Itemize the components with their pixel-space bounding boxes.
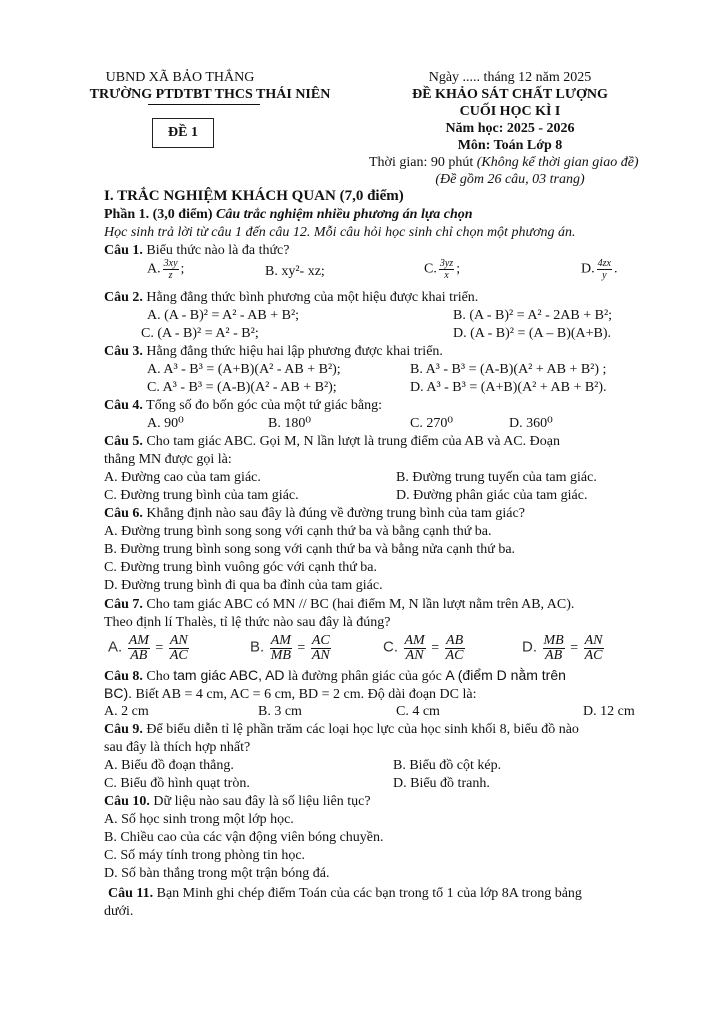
q1-option-d bbox=[581, 258, 617, 281]
q3-option-d: D. A³ - B³ = (A+B)(A² + AB + B²). bbox=[410, 380, 607, 395]
question-text: Biểu thức nào là đa thức? bbox=[146, 243, 290, 258]
q2-option-a: A. (A - B)² = A² - AB + B²; bbox=[147, 308, 300, 323]
option-label: A. bbox=[147, 261, 161, 277]
department-name: UBND XÃ BẢO THẮNG bbox=[105, 70, 255, 85]
question-text: Dữ liệu nào sau đây là số liệu liên tục? bbox=[153, 794, 371, 809]
question-text: Hằng đẳng thức hiệu hai lập phương được khai triển. bbox=[146, 344, 443, 359]
question-9 bbox=[104, 721, 579, 738]
question-label: Câu 9. bbox=[104, 722, 143, 737]
q10-option-a: A. Số học sinh trong một lớp học. bbox=[104, 812, 294, 827]
fraction bbox=[445, 634, 465, 663]
question-text: Khẳng định nào sau đây là đúng về đường trung bình của tam giác? bbox=[146, 506, 525, 521]
q7-option-b bbox=[250, 634, 333, 663]
school-name: TRƯỜNG PTDTBT THCS THÁI NIÊN bbox=[89, 87, 331, 102]
question-text: là đường phân giác của góc bbox=[288, 669, 442, 684]
q9-option-a: A. Biểu đồ đoạn thẳng. bbox=[104, 758, 234, 773]
denominator: y bbox=[602, 270, 607, 281]
option-label: D. bbox=[581, 261, 595, 277]
q4-option-c: C. 270⁰ bbox=[410, 416, 453, 431]
denominator: x bbox=[444, 270, 449, 281]
part1-label: Phần 1. (3,0 điểm) bbox=[104, 207, 213, 222]
exam-code-box bbox=[152, 118, 214, 148]
fraction bbox=[311, 634, 331, 663]
question-label: Câu 1. bbox=[104, 243, 143, 258]
question-5 bbox=[104, 433, 560, 450]
subject: Môn: Toán Lớp 8 bbox=[457, 138, 563, 153]
q5-option-a: A. Đường cao của tam giác. bbox=[104, 470, 261, 485]
q5-option-b: B. Đường trung tuyến của tam giác. bbox=[396, 470, 597, 485]
numerator: MB bbox=[543, 633, 564, 648]
q4-option-b: B. 180⁰ bbox=[268, 416, 311, 431]
header-underline bbox=[148, 104, 260, 105]
denominator: AN bbox=[405, 648, 424, 663]
question-4 bbox=[104, 397, 382, 414]
denominator: AC bbox=[445, 648, 464, 663]
q10-option-d: D. Số bàn thắng trong một trận bóng đá. bbox=[104, 866, 330, 881]
q5-option-c: C. Đường trung bình của tam giác. bbox=[104, 488, 299, 503]
time-label: Thời gian: 90 phút bbox=[369, 155, 474, 170]
question-1 bbox=[104, 242, 289, 259]
question-text: BC). bbox=[104, 685, 132, 701]
exam-subtitle: CUỐI HỌC KÌ I bbox=[459, 104, 561, 119]
question-11 bbox=[108, 885, 582, 902]
fraction bbox=[128, 634, 150, 663]
q7-text-cont: Theo định lí Thalès, tỉ lệ thức nào sau đây là đúng? bbox=[104, 615, 391, 630]
q2-option-c: C. (A - B)² = A² - B²; bbox=[141, 326, 259, 341]
q3-option-c: C. A³ - B³ = (A-B)(A² - AB + B²); bbox=[147, 380, 337, 395]
fraction bbox=[163, 258, 179, 281]
option-label: D. bbox=[522, 638, 537, 656]
q11-text-cont: dưới. bbox=[104, 904, 134, 919]
question-label: Câu 4. bbox=[104, 398, 143, 413]
question-text: Cho bbox=[146, 669, 170, 684]
q2-option-b: B. (A - B)² = A² - 2AB + B²; bbox=[453, 308, 613, 323]
question-8 bbox=[104, 667, 566, 685]
q7-option-a bbox=[108, 634, 191, 663]
question-text: A (điểm D nằm trên bbox=[445, 667, 566, 683]
denominator: MB bbox=[270, 648, 291, 663]
school-year: Năm học: 2025 - 2026 bbox=[445, 121, 575, 136]
question-10 bbox=[104, 793, 371, 810]
denominator: AC bbox=[169, 648, 188, 663]
q1-option-c bbox=[424, 258, 460, 281]
q2-option-d: D. (A - B)² = (A – B)(A+B). bbox=[453, 326, 612, 341]
q8-option-c: C. 4 cm bbox=[396, 704, 440, 719]
question-text: Để biểu diễn tỉ lệ phần trăm các loại học lực của học sinh khối 8, biểu đồ nào bbox=[146, 722, 579, 737]
question-text: Biết AB = 4 cm, AC = 6 cm, BD = 2 cm. Độ dài đoạn DC là: bbox=[135, 687, 477, 702]
fraction bbox=[584, 634, 604, 663]
denominator: AB bbox=[545, 648, 563, 663]
denominator: AN bbox=[311, 648, 330, 663]
q3-option-a: A. A³ - B³ = (A+B)(A² - AB + B²); bbox=[147, 362, 341, 377]
question-text: Hằng đẳng thức bình phương của một hiệu được khai triển. bbox=[146, 290, 479, 305]
q10-option-b: B. Chiều cao của các vận động viên bóng chuyền. bbox=[104, 830, 384, 845]
q4-option-d: D. 360⁰ bbox=[509, 416, 553, 431]
q9-text-cont: sau đây là thích hợp nhất? bbox=[104, 740, 251, 755]
question-label: Câu 10. bbox=[104, 794, 150, 809]
q4-option-a: A. 90⁰ bbox=[147, 416, 184, 431]
question-6 bbox=[104, 505, 525, 522]
fraction bbox=[597, 258, 612, 281]
denominator: z bbox=[168, 270, 173, 281]
q7-option-c bbox=[383, 634, 467, 663]
option-tail: ; bbox=[456, 261, 461, 277]
denominator: AC bbox=[584, 648, 603, 663]
q5-text-cont: thẳng MN được gọi là: bbox=[104, 452, 232, 467]
equals-sign: = bbox=[155, 640, 164, 656]
exam-code: ĐỀ 1 bbox=[168, 125, 198, 140]
q8-option-a: A. 2 cm bbox=[104, 704, 149, 719]
numerator: AM bbox=[270, 633, 291, 648]
q8-option-d: D. 12 cm bbox=[583, 704, 635, 719]
question-text: tam giác ABC, AD bbox=[173, 667, 285, 683]
part1-heading bbox=[104, 206, 473, 223]
q6-option-a: A. Đường trung bình song song với cạnh thứ ba và bằng cạnh thứ ba. bbox=[104, 524, 492, 539]
date-line: Ngày ..... tháng 12 năm 2025 bbox=[428, 70, 592, 85]
q1-option-b: B. xy²- xz; bbox=[265, 264, 325, 279]
question-label: Câu 6. bbox=[104, 506, 143, 521]
question-label: Câu 2. bbox=[104, 290, 143, 305]
numerator: AC bbox=[311, 633, 330, 648]
question-3 bbox=[104, 343, 443, 360]
question-2 bbox=[104, 289, 478, 306]
fraction bbox=[404, 634, 426, 663]
q10-option-c: C. Số máy tính trong phòng tin học. bbox=[104, 848, 306, 863]
q3-option-b: B. A³ - B³ = (A-B)(A² + AB + B²) ; bbox=[410, 362, 607, 377]
question-label: Câu 7. bbox=[104, 597, 143, 612]
question-text: Bạn Minh ghi chép điểm Toán của các bạn trong tổ 1 của lớp 8A trong bảng bbox=[156, 886, 582, 901]
numerator: 3xy bbox=[163, 258, 178, 269]
option-tail: . bbox=[613, 261, 618, 277]
question-label: Câu 3. bbox=[104, 344, 143, 359]
q8-option-b: B. 3 cm bbox=[258, 704, 302, 719]
numerator: AB bbox=[446, 633, 464, 648]
part1-title: Câu trắc nghiệm nhiều phương án lựa chọn bbox=[216, 207, 473, 222]
numerator: AM bbox=[404, 633, 425, 648]
question-text: Tổng số đo bốn góc của một tứ giác bằng: bbox=[146, 398, 382, 413]
option-label: C. bbox=[383, 638, 398, 656]
question-text: Cho tam giác ABC. Gọi M, N lần lượt là trung điểm của AB và AC. Đoạn bbox=[146, 434, 560, 449]
fraction bbox=[270, 634, 292, 663]
q8-text-cont bbox=[104, 685, 477, 703]
question-label: Câu 5. bbox=[104, 434, 143, 449]
q6-option-c: C. Đường trung bình vuông góc với cạnh thứ ba. bbox=[104, 560, 378, 575]
numerator: AM bbox=[128, 633, 149, 648]
pages-note: (Đề gồm 26 câu, 03 trang) bbox=[435, 172, 585, 187]
equals-sign: = bbox=[297, 640, 306, 656]
time-note: (Không kể thời gian giao đề) bbox=[476, 155, 639, 170]
q9-option-b: B. Biểu đồ cột kép. bbox=[393, 758, 502, 773]
option-label: A. bbox=[108, 638, 123, 656]
q9-option-c: C. Biểu đồ hình quạt tròn. bbox=[104, 776, 250, 791]
numerator: 4zx bbox=[597, 258, 611, 269]
question-label: Câu 11. bbox=[108, 886, 154, 901]
q1-option-a bbox=[147, 258, 184, 281]
question-label: Câu 8. bbox=[104, 669, 143, 684]
q6-option-b: B. Đường trung bình song song với cạnh thứ ba và bằng nửa cạnh thứ ba. bbox=[104, 542, 516, 557]
section-title: I. TRẮC NGHIỆM KHÁCH QUAN (7,0 điểm) bbox=[104, 188, 404, 204]
q5-option-d: D. Đường phân giác của tam giác. bbox=[396, 488, 588, 503]
instruction: Học sinh trả lời từ câu 1 đến câu 12. Mỗi câu hỏi học sinh chỉ chọn một phương án. bbox=[104, 225, 576, 240]
fraction bbox=[543, 634, 565, 663]
equals-sign: = bbox=[431, 640, 440, 656]
numerator: 3yz bbox=[439, 258, 454, 269]
exam-title: ĐỀ KHẢO SÁT CHẤT LƯỢNG bbox=[412, 87, 608, 102]
option-label: C. bbox=[424, 261, 437, 277]
option-label: B. bbox=[250, 638, 265, 656]
q9-option-d: D. Biểu đồ tranh. bbox=[393, 776, 490, 791]
equals-sign: = bbox=[570, 640, 579, 656]
question-7 bbox=[104, 596, 574, 613]
q6-option-d: D. Đường trung bình đi qua ba đỉnh của tam giác. bbox=[104, 578, 383, 593]
option-tail: ; bbox=[180, 261, 185, 277]
question-text: Cho tam giác ABC có MN // BC (hai điểm M, N lần lượt nằm trên AB, AC). bbox=[146, 597, 575, 612]
fraction bbox=[169, 634, 189, 663]
denominator: AB bbox=[130, 648, 148, 663]
numerator: AN bbox=[584, 633, 603, 648]
time-line bbox=[369, 154, 639, 171]
numerator: AN bbox=[169, 633, 188, 648]
fraction bbox=[439, 258, 454, 281]
q7-option-d bbox=[522, 634, 606, 663]
